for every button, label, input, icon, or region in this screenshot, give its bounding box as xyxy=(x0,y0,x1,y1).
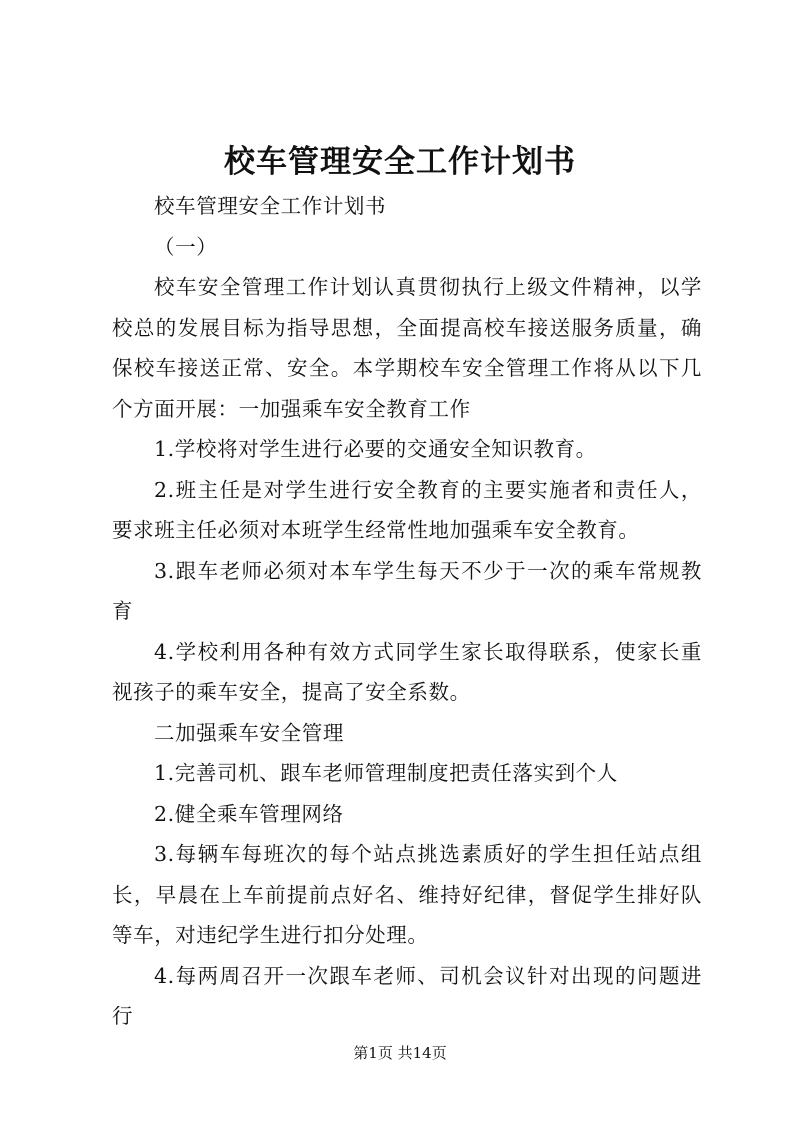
paragraph-item: 2.班主任是对学生进行安全教育的主要实施者和责任人，要求班主任必须对本班学生经常性地加强乘车安全教育。 xyxy=(112,477,702,542)
paragraph-intro: 校车安全管理工作计划认真贯彻执行上级文件精神，以学校总的发展目标为指导思想，全面提高校车接送服务质量，确保校车接送正常、安全。本学期校车安全管理工作将从以下几个方面开展：一加强乘车安全教育工作 xyxy=(112,275,702,421)
paragraph-section-number: （一） xyxy=(154,234,218,259)
document-body xyxy=(112,186,702,1037)
paragraph-item: 1.学校将对学生进行必要的交通安全知识教育。 xyxy=(154,437,597,461)
paragraph-item: 4.每两周召开一次跟车老师、司机会议针对出现的问题进行 xyxy=(112,963,702,1028)
paragraph-item: 3.每辆车每班次的每个站点挑选素质好的学生担任站点组长，早晨在上车前提前点好名、维持好纪律，督促学生排好队等车，对违纪学生进行扣分处理。 xyxy=(112,842,702,947)
paragraph-subtitle: 校车管理安全工作计划书 xyxy=(154,194,387,218)
paragraph-heading: 二加强乘车安全管理 xyxy=(154,720,344,745)
paragraph-item: 2.健全乘车管理网络 xyxy=(154,801,344,826)
page-footer: 第1页 共14页 xyxy=(353,1044,447,1062)
paragraph-item: 3.跟车老师必须对本车学生每天不少于一次的乘车常规教育 xyxy=(112,558,702,623)
paragraph-item: 4.学校利用各种有效方式同学生家长取得联系，使家长重视孩子的乘车安全，提高了安全系数。 xyxy=(112,639,702,704)
document-title: 校车管理安全工作计划书 xyxy=(224,144,576,180)
paragraph-item: 1.完善司机、跟车老师管理制度把责任落实到个人 xyxy=(154,761,618,785)
